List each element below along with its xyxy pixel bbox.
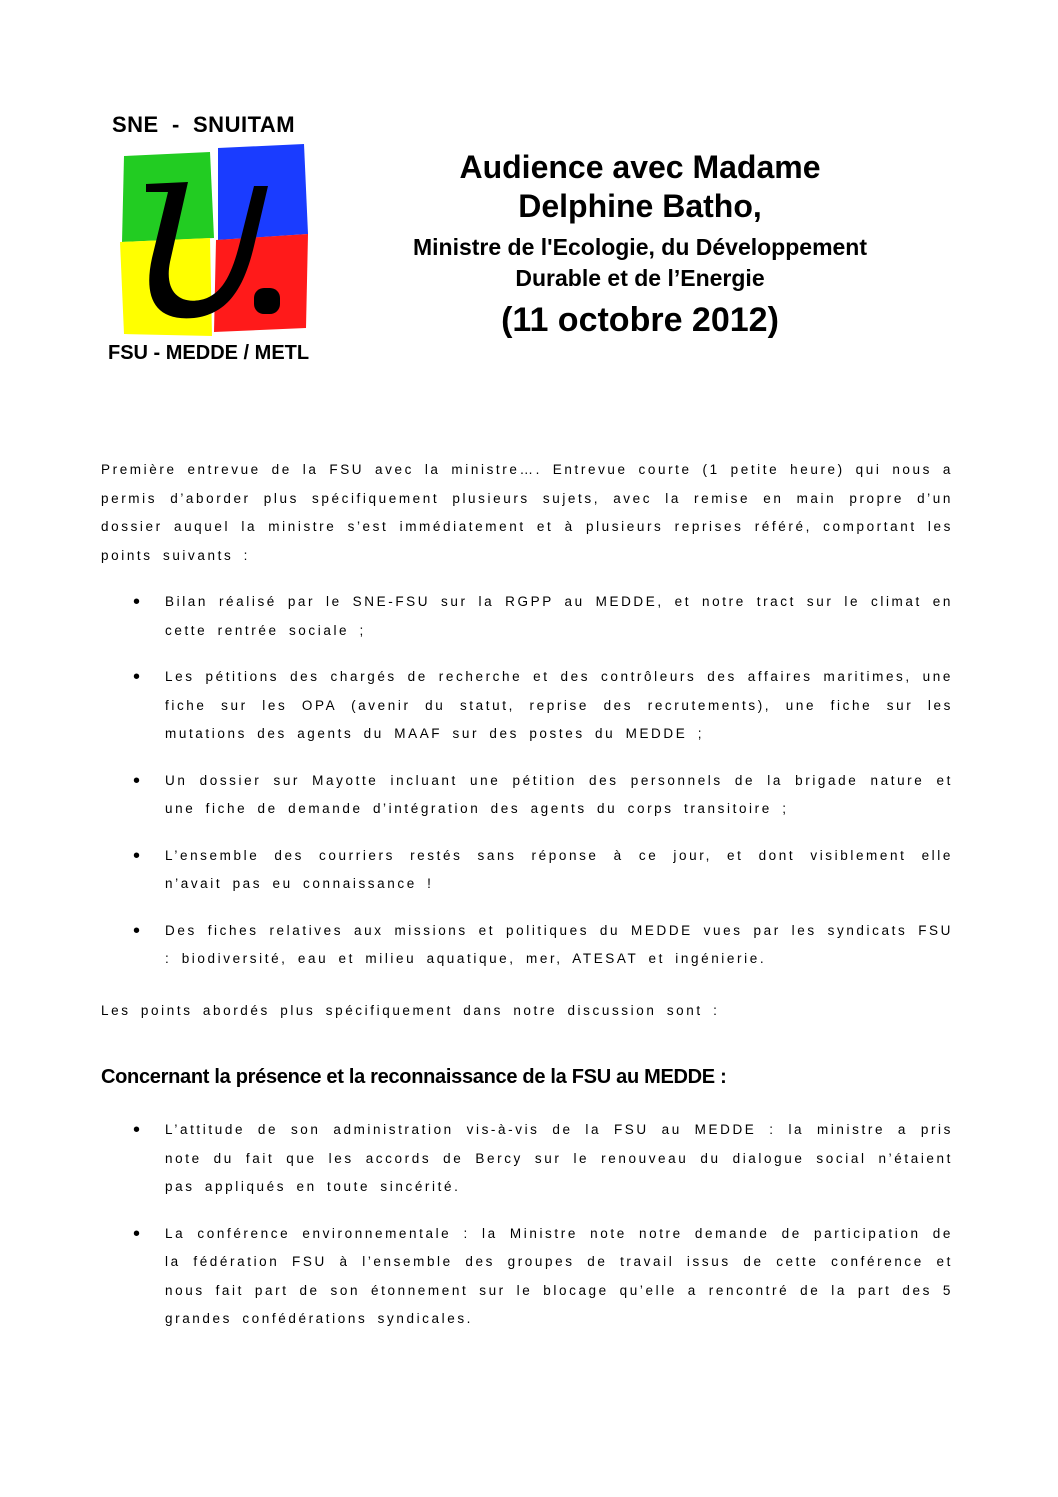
title-date: (11 octobre 2012) [501,301,779,339]
logo-top-text: SNE - SNUITAM [112,112,296,137]
list-item [101,842,953,899]
list-item [101,767,953,824]
bullet-icon: • [133,769,141,792]
list-item-text: Les pétitions des chargés de recherche et des contrôleurs des affaires maritimes, une fiche sur les OPA (avenir du statut, reprise des recrutements), une fiche sur les mutations des agents du MAAF sur des postes du MEDDE ; [165,669,953,741]
bullet-icon: • [133,591,141,613]
bullet-icon: • [133,919,141,942]
bullet-icon: • [133,666,141,688]
section-heading: Concernant la présence et la reconnaissance de la FSU au MEDDE : [101,1066,727,1088]
bullet-icon: • [133,1222,141,1245]
title-line-2: Delphine Batho, [518,188,762,224]
list-item-text: Des fiches relatives aux missions et politiques du MEDDE vues par les syndicats FSU : biodiversité, eau et milieu aquatique, mer, ATESAT et ingénierie. [165,922,953,966]
title-line-4: Durable et de l’Energie [515,265,765,291]
list-item [101,663,953,749]
documents-list [101,588,953,992]
list-item-text: L’ensemble des courriers restés sans réponse à ce jour, et dont visiblement elle n’avait pas eu connaissance ! [165,847,953,891]
list-item-text: La conférence environnementale : la Ministre note notre demande de participation de la fédération FSU à l’ensemble des groupes de travail issus de cette conférence et nous fait part de son étonnement sur le blocage qu’elle a rencontré de la part des 5 grandes confédérations syndicales. [165,1225,953,1326]
intro-paragraph: Première entrevue de la FSU avec la ministre…. Entrevue courte (1 petite heure) qui nous a permis d’aborder plus spécifiquement plusieurs sujets, avec la remise en main propre d’un dossier auquel la ministre s’est immédiatement et à plusieurs reprises référé, comportant les points suivants : [101,462,953,563]
bullet-icon: • [133,1119,141,1141]
emblem-dot [254,288,280,314]
list-item-text: Bilan réalisé par le SNE-FSU sur la RGPP au MEDDE, et notre tract sur le climat en cette rentrée sociale ; [165,594,953,638]
fsu-emblem-icon [118,142,308,342]
list-item-text: L’attitude de son administration vis-à-vis de la FSU au MEDDE : la ministre a pris note du fait que les accords de Bercy sur le renouveau du dialogue social n’étaient pas appliqués en toute sincérité. [165,1122,953,1194]
title-line-1: Audience avec Madame [459,149,821,185]
list-item [101,917,953,974]
title-line-3: Ministre de l'Ecologie, du Développement [412,234,868,260]
bullet-icon: • [133,844,141,867]
list-item [101,1116,953,1202]
union-logo [104,112,324,372]
discussion-intro: Les points abordés plus spécifiquement dans notre discussion sont : [101,1003,720,1018]
list-item [101,588,953,645]
document-title [360,148,920,344]
logo-bottom-text: FSU - MEDDE / METL [108,342,310,364]
discussion-list [101,1116,953,1352]
list-item [101,1220,953,1334]
list-item-text: Un dossier sur Mayotte incluant une pétition des personnels de la brigade nature et une fiche de demande d’intégration des agents du corps transitoire ; [165,772,953,816]
